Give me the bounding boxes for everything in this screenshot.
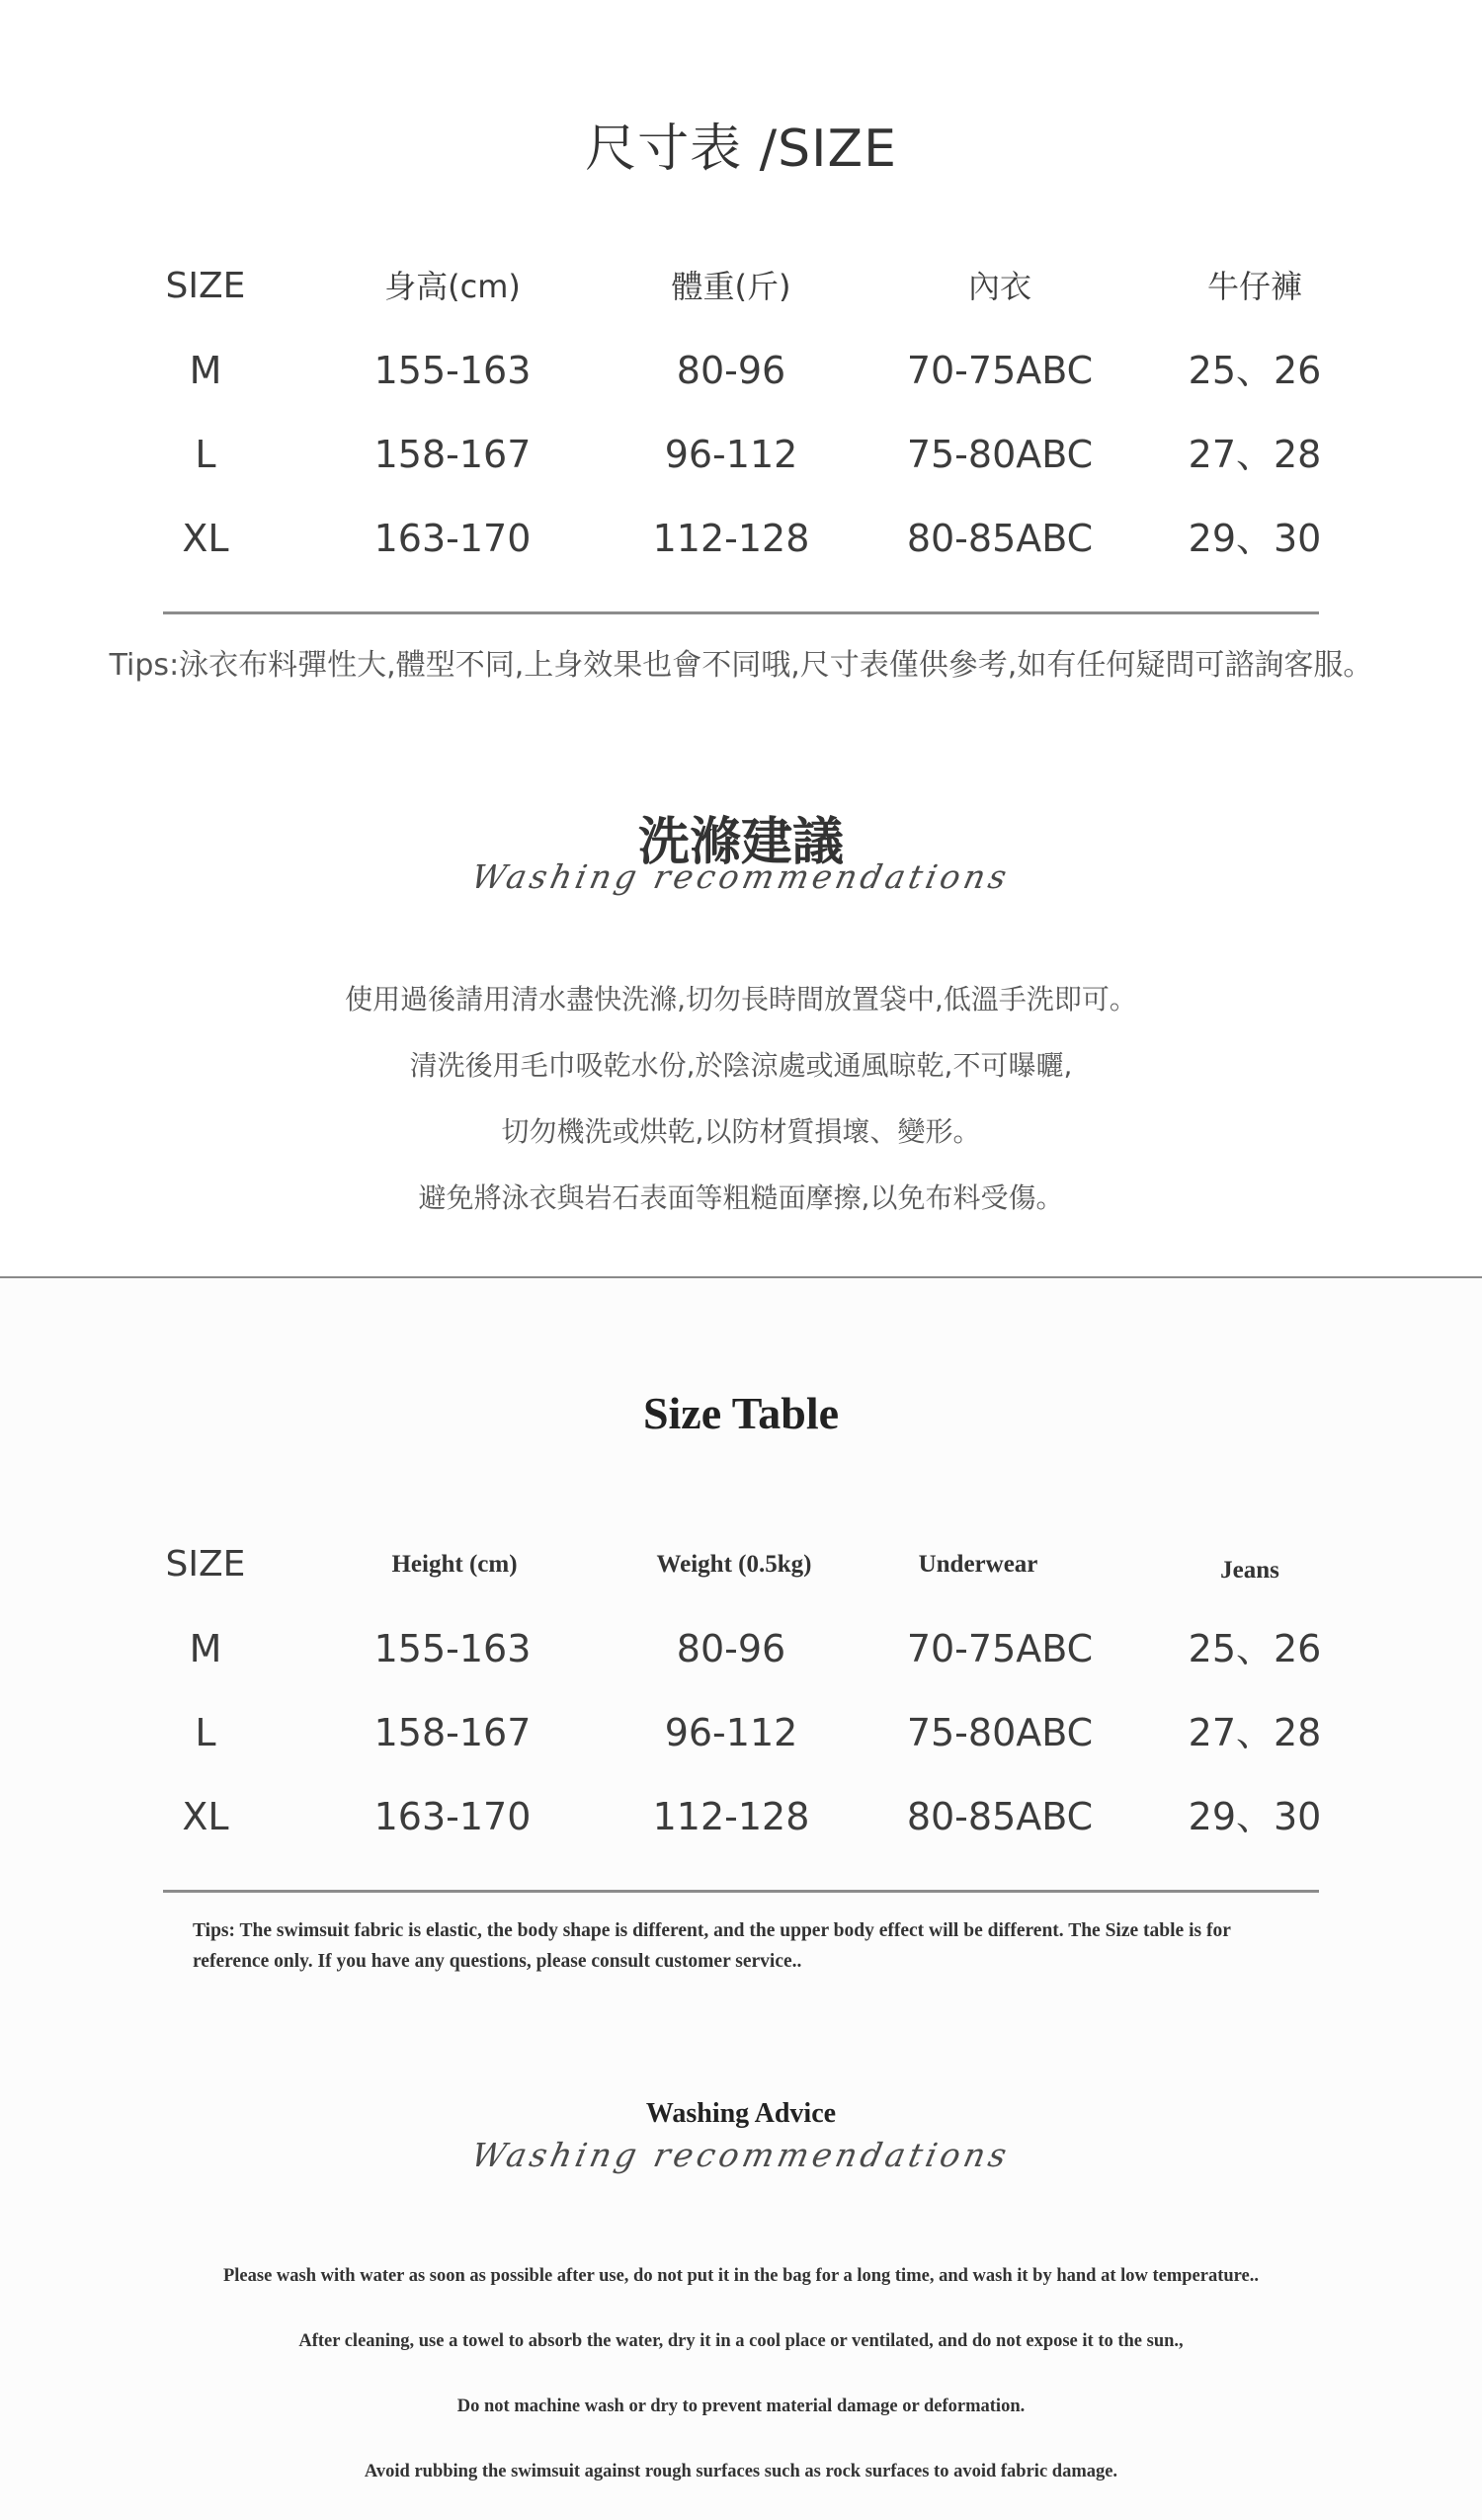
- table-row: [0, 514, 1482, 563]
- size-cell: L: [195, 433, 216, 476]
- size-cell: M: [189, 349, 222, 392]
- bra-cell: 80-85ABC: [906, 517, 1094, 560]
- bra-cell: 70-75ABC: [906, 1627, 1094, 1670]
- jeans-cell: 25、26: [1188, 349, 1322, 392]
- advice-line: 避免將泳衣與岩石表面等粗糙面摩擦,以免布料受傷。: [418, 1181, 1064, 1214]
- washing-advice-title: 洗滌建議: [637, 813, 844, 872]
- jeans-cell: 29、30: [1188, 517, 1322, 560]
- advice-line: 切勿機洗或烘乾,以防材質損壞、變形。: [501, 1115, 981, 1148]
- height-cell: 158-167: [373, 1711, 532, 1754]
- advice-line: Avoid rubbing the swimsuit against rough surfaces such as rock surfaces to avoid fabric damage.: [364, 2462, 1118, 2481]
- header-bra: 內衣: [967, 268, 1032, 305]
- table-row: [0, 1624, 1482, 1673]
- bra-cell: 75-80ABC: [906, 433, 1094, 476]
- size-table: [0, 1540, 1482, 1896]
- header-height: Height (cm): [391, 1551, 518, 1578]
- size-guide-panel-english: [0, 1276, 1482, 2520]
- size-cell: M: [189, 1627, 222, 1670]
- size-chart-title: 尺寸表 /SIZE: [585, 120, 897, 179]
- height-cell: 155-163: [373, 1627, 532, 1670]
- advice-line: Please wash with water as soon as possible after use, do not put it in the bag for a long time, and wash it by hand at low temperature..: [222, 2266, 1260, 2286]
- height-cell: 163-170: [373, 1795, 532, 1838]
- height-cell: 158-167: [373, 433, 532, 476]
- advice-line: After cleaning, use a towel to absorb the water, dry it in a cool place or ventilated, and do not expose it to the sun.,: [298, 2331, 1184, 2351]
- weight-cell: 80-96: [676, 349, 786, 392]
- bra-cell: 80-85ABC: [906, 1795, 1094, 1838]
- height-cell: 163-170: [373, 517, 532, 560]
- bra-cell: 75-80ABC: [906, 1711, 1094, 1754]
- table-header-row: [0, 262, 1482, 311]
- size-chart-title: Size Table: [642, 1388, 840, 1438]
- table-row: [0, 1792, 1482, 1841]
- size-table: [0, 262, 1482, 617]
- weight-cell: 112-128: [652, 1795, 810, 1838]
- header-size: SIZE: [165, 266, 246, 306]
- jeans-cell: 25、26: [1188, 1627, 1322, 1670]
- jeans-cell: 27、28: [1188, 433, 1322, 476]
- washing-advice-title: Washing Advice: [645, 2098, 837, 2129]
- sizing-tips: Tips: The swimsuit fabric is elastic, the body shape is different, and the upper body effect will be different. The Size table is for reference only. If you have any questions, please consult customer service..: [193, 1920, 1231, 1972]
- weight-cell: 96-112: [664, 1711, 798, 1754]
- sizing-tips: Tips:泳衣布料彈性大,體型不同,上身效果也會不同哦,尺寸表僅供參考,如有任何疑問可諮詢客服。: [109, 648, 1373, 683]
- weight-cell: 112-128: [652, 517, 810, 560]
- jeans-cell: 29、30: [1188, 1795, 1322, 1838]
- weight-cell: 80-96: [676, 1627, 786, 1670]
- header-underwear: Underwear: [918, 1551, 1038, 1578]
- advice-line: 使用過後請用清水盡快洗滌,切勿長時間放置袋中,低溫手洗即可。: [345, 983, 1137, 1016]
- header-jeans: Jeans: [1220, 1557, 1279, 1584]
- table-divider: [163, 611, 1319, 614]
- table-divider: [163, 1890, 1319, 1893]
- washing-script-subtitle: Washing recommendations: [467, 2136, 1015, 2174]
- bra-cell: 70-75ABC: [906, 349, 1094, 392]
- washing-script-subtitle: Washing recommendations: [467, 857, 1015, 896]
- size-cell: XL: [182, 517, 229, 560]
- table-row: [0, 1708, 1482, 1757]
- advice-line: Do not machine wash or dry to prevent material damage or deformation.: [456, 2397, 1026, 2416]
- advice-line: 清洗後用毛巾吸乾水份,於陰涼處或通風晾乾,不可曝曬,: [409, 1049, 1073, 1082]
- table-row: [0, 430, 1482, 479]
- height-cell: 155-163: [373, 349, 532, 392]
- table-header-row: [0, 1540, 1482, 1589]
- header-height: 身高(cm): [384, 268, 521, 305]
- table-row: [0, 346, 1482, 395]
- size-cell: L: [195, 1711, 216, 1754]
- size-cell: XL: [182, 1795, 229, 1838]
- jeans-cell: 27、28: [1188, 1711, 1322, 1754]
- header-size: SIZE: [165, 1544, 246, 1585]
- weight-cell: 96-112: [664, 433, 798, 476]
- header-weight: Weight (0.5kg): [656, 1551, 812, 1578]
- header-jeans: 牛仔褲: [1206, 268, 1303, 305]
- header-weight: 體重(斤): [671, 268, 791, 305]
